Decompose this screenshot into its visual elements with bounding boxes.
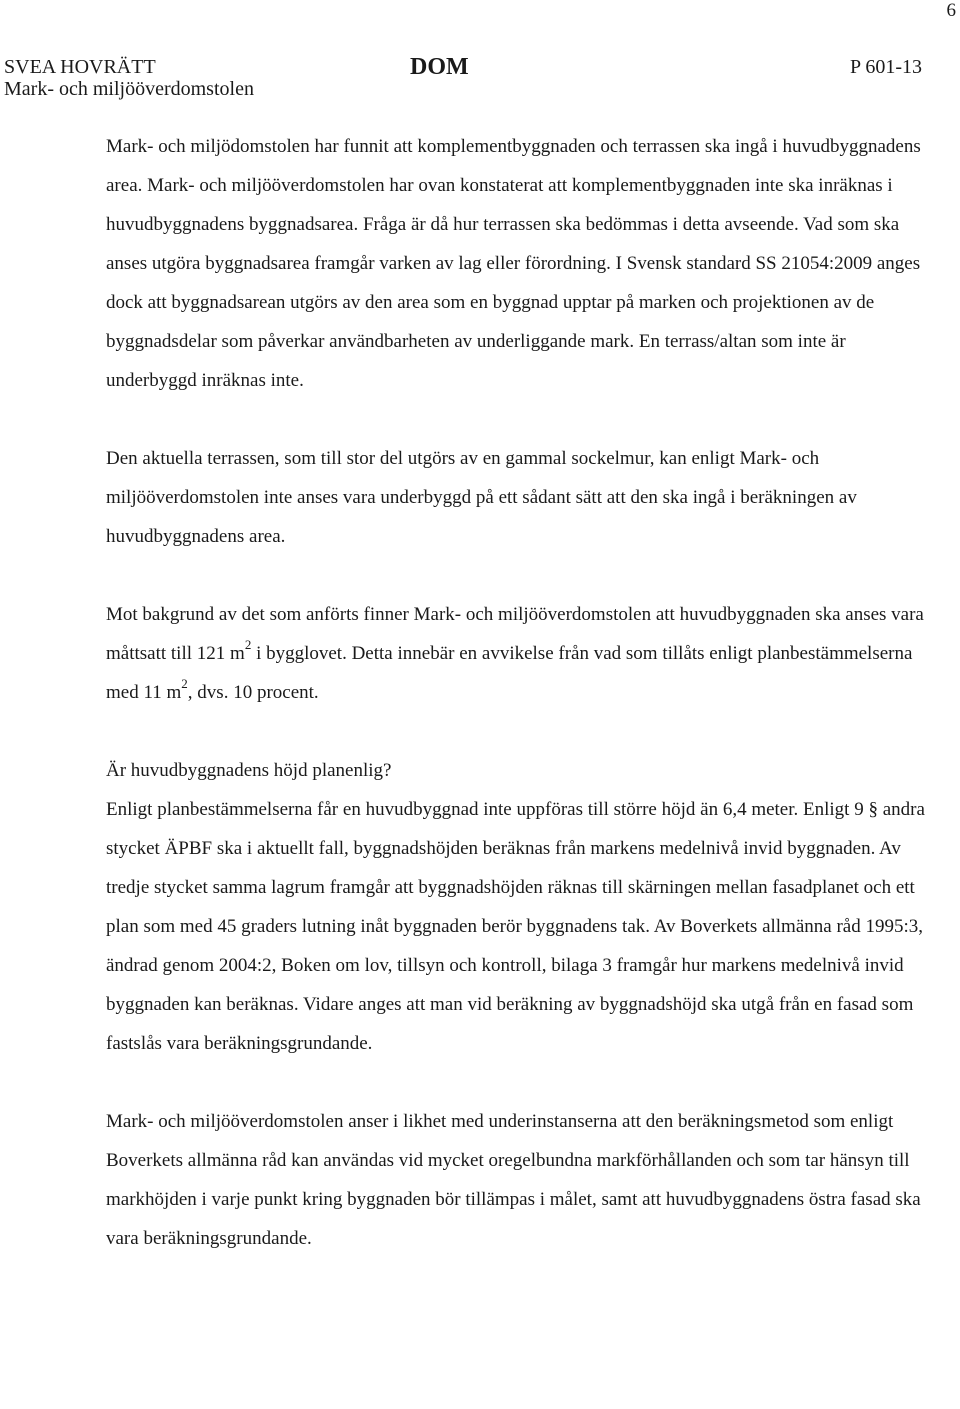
paragraph-calculation-method: Mark- och miljööverdomstolen anser i likhet med underinstanserna att den beräkningsmetod som enligt Boverkets allmänna råd kan användas vid mycket oregelbundna markförhållanden och som tar hänsyn till markhöjden i varje punkt kring byggnaden bör tillämpas i målet, samt att huvudbyggnadens östra fasad ska vara beräkningsgrundande. [106,1111,921,1249]
superscript: 2 [181,675,188,691]
court-block [4,56,254,100]
court-division: Mark- och miljööverdomstolen [4,78,254,100]
paragraph-terrace-area: Mark- och miljödomstolen har funnit att komplementbyggnaden och terrassen ska ingå i huvudbyggnadens area. Mark- och miljööverdomstolen har ovan konstaterat att komplementbyggnaden inte ska inräknas i huvudbyggnadens byggnadsarea. Fråga är då hur terrassen ska bedömmas i detta avseende. Vad som ska anses utgöra byggnadsarea framgår varken av lag eller förordning. I Svensk standard SS 21054:2009 anges dock att byggnadsarean utgörs av den area som en byggnad upptar på marken och projektionen av de byggnadsdelar som påverkar användbarheten av underliggande mark. En terrass/altan som inte är underbyggd inräknas inte. [106,136,921,391]
court-name: SVEA HOVRÄTT [4,56,156,78]
text-segment: i bygglovet. Detta innebär en avvikelse från vad som tillåts enligt planbestämmelserna med 11 m [106,643,913,703]
paragraph-height-rules: Enligt planbestämmelserna får en huvudbyggnad inte uppföras till större höjd än 6,4 meter. Enligt 9 § andra stycket ÄPBF ska i aktuellt fall, byggnadshöjden beräknas från markens medelnivå invid byggnaden. Av tredje stycket samma lagrum framgår att byggnadshöjden räknas till skärningen mellan fasadplanet och ett plan som med 45 graders lutning inåt byggnaden berör byggnadens tak. Av Boverkets allmänna råd 1995:3, ändrad genom 2004:2, Boken om lov, tillsyn och kontroll, bilaga 3 framgår hur markens medelnivå invid byggnaden kan beräknas. Vidare anges att man vid beräkning av byggnadshöjd ska utgå från en fasad som fastslås vara beräkningsgrundande. [106,799,925,1054]
document-body [106,127,926,1258]
document-type: DOM [410,54,469,80]
case-number: P 601-13 [849,56,922,78]
text-segment: , dvs. 10 procent. [187,682,319,703]
page-number: 6 [946,0,956,21]
superscript: 2 [244,636,252,652]
document-header [4,56,922,106]
paragraph-conclusion-area [106,595,926,712]
paragraph-terrace-assessment: Den aktuella terrassen, som till stor del utgörs av en gammal sockelmur, kan enligt Mark- och miljööverdomstolen inte anses vara underbyggd på ett sådant sätt att den ska ingå i beräkningen av huvudbyggnadens area. [106,448,857,547]
section-heading: Är huvudbyggnadens höjd planenlig? [106,760,392,781]
text-segment: Mot bakgrund av det som anförts finner Mark- och miljööverdomstolen att huvudbyggnaden ska anses vara måttsatt till 121 m [106,604,924,664]
